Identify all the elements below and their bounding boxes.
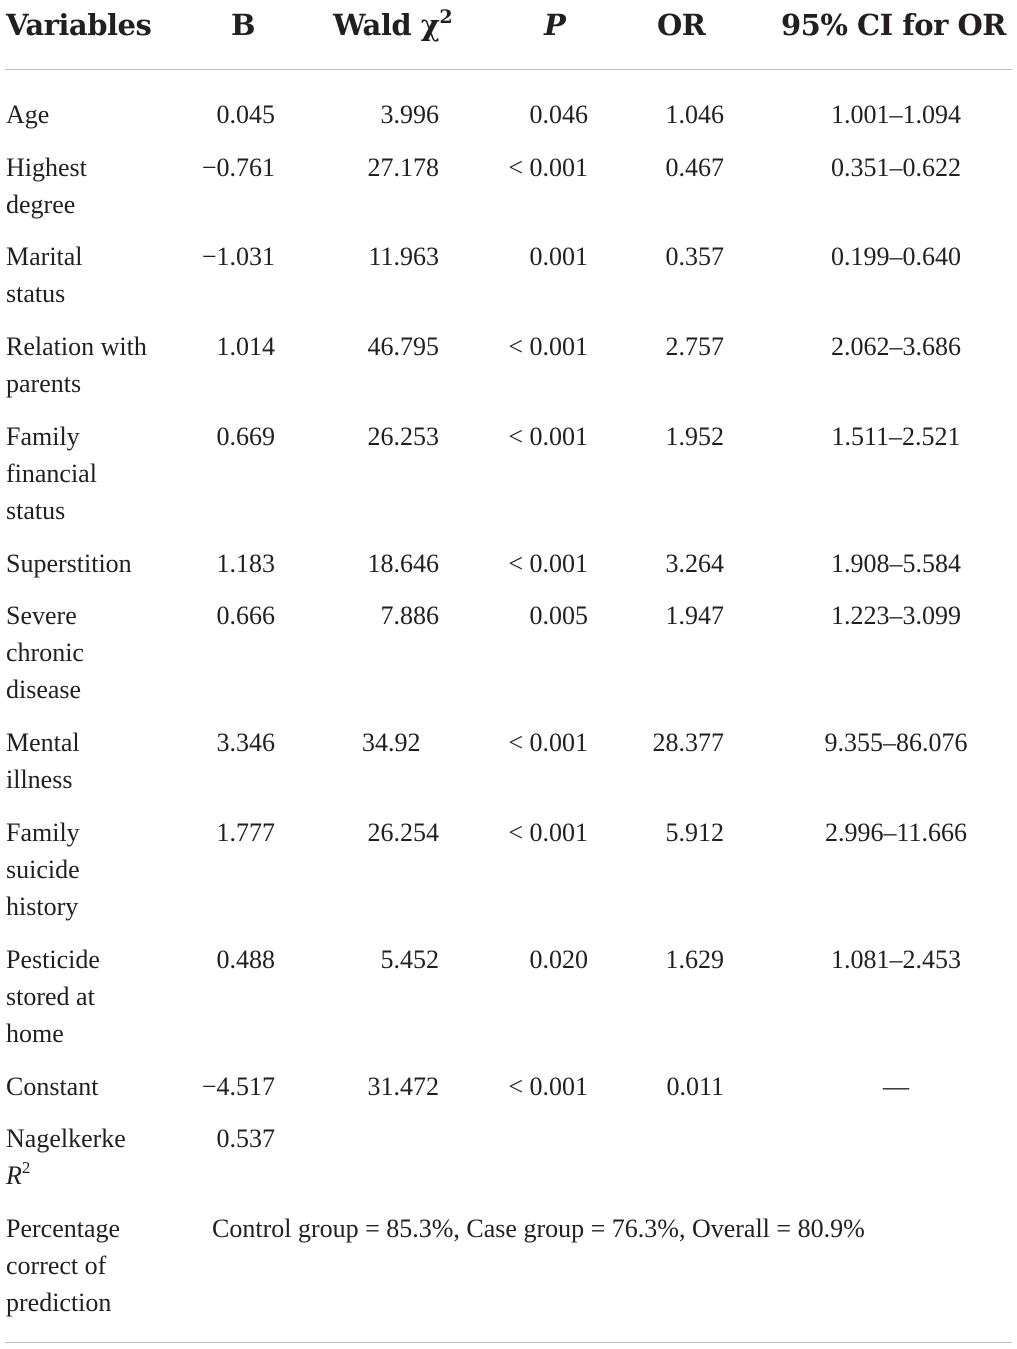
row-b: 1.777 [216,818,275,847]
row-variable: Severe chronic disease [6,601,84,704]
header-or: OR [657,8,706,42]
row-variable: Superstition [6,549,132,578]
row-b: 0.537 [216,1124,275,1153]
row-or: 5.912 [665,818,724,847]
row-variable: Mental illness [6,728,80,794]
row-ci: 1.908–5.584 [831,549,961,578]
row-variable [6,1120,156,1194]
table-bottom-rule [5,1342,1012,1343]
row-p: 0.001 [529,242,588,271]
header-wald-text: Wald χ [333,8,440,42]
row-or: 1.046 [665,100,724,129]
row-wald: 34.92 [362,728,421,757]
row-or: 3.264 [665,549,724,578]
row-p: 0.005 [529,601,588,630]
row-b: 1.183 [216,549,275,578]
row-variable: Family suicide history [6,818,80,921]
row-ci: — [883,1072,909,1101]
row-variable: Marital status [6,242,83,308]
row-ci: 0.199–0.640 [831,242,961,271]
row-ci: 1.511–2.521 [831,422,961,451]
row-b: −4.517 [201,1072,275,1101]
row-p: < 0.001 [508,1072,588,1101]
row-b: −0.761 [201,153,275,182]
row-p: < 0.001 [508,818,588,847]
row-b: 0.488 [216,945,275,974]
row-wald: 11.963 [368,242,439,271]
row-variable: Family financial status [6,422,97,525]
row-b: 1.014 [216,332,275,361]
header-ci: 95% CI for OR [781,8,1006,42]
row-ci: 0.351–0.622 [831,153,961,182]
row-wald: 26.253 [367,422,439,451]
row-wald: 27.178 [367,153,439,182]
row-variable: Age [6,100,50,129]
row-variable: Pesticide stored at home [6,945,100,1048]
row-ci: 2.062–3.686 [831,332,961,361]
row-or: 0.011 [666,1072,724,1101]
row-ci: 1.223–3.099 [831,601,961,630]
row-or: 1.952 [665,422,724,451]
row-b: 0.666 [216,601,275,630]
row-or: 1.947 [665,601,724,630]
row-ci: 9.355–86.076 [824,728,968,757]
row-or: 0.467 [665,153,724,182]
row-b: 0.045 [216,100,275,129]
row-wald: 31.472 [367,1072,439,1101]
header-wald-superscript: 2 [439,6,453,28]
nagelkerke-label: Nagelkerke [6,1124,126,1153]
row-variable: Highest degree [6,153,87,219]
row-b: 0.669 [216,422,275,451]
row-p: 0.046 [529,100,588,129]
row-variable: Constant [6,1072,99,1101]
row-ci: 1.081–2.453 [831,945,961,974]
row-wald: 46.795 [367,332,439,361]
row-p: 0.020 [529,945,588,974]
row-ci: 2.996–11.666 [824,818,968,847]
row-p: < 0.001 [508,332,588,361]
header-p: P [544,8,566,42]
row-wald: 26.254 [367,818,439,847]
row-wald: 5.452 [380,945,439,974]
row-or: 2.757 [665,332,724,361]
row-p: < 0.001 [508,422,588,451]
row-variable: Relation with parents [6,332,147,398]
row-p: < 0.001 [508,728,588,757]
row-wald: 3.996 [380,100,439,129]
header-wald [333,6,452,44]
row-ci: 1.001–1.094 [831,100,961,129]
row-wald: 7.886 [380,601,439,630]
table-top-rule [5,69,1012,70]
row-or: 28.377 [652,728,724,757]
header-variables: Variables [6,8,152,42]
row-wald: 18.646 [367,549,439,578]
row-b: −1.031 [201,242,275,271]
prediction-note: Control group = 85.3%, Case group = 76.3%, Overall = 80.9% [212,1214,865,1243]
row-p: < 0.001 [508,153,588,182]
row-or: 1.629 [665,945,724,974]
row-variable: Percentage correct of prediction [6,1214,121,1317]
nagelkerke-superscript: 2 [21,1158,31,1177]
row-or: 0.357 [665,242,724,271]
nagelkerke-r: R [6,1161,22,1190]
header-b: B [231,8,256,42]
row-b: 3.346 [216,728,275,757]
row-p: < 0.001 [508,549,588,578]
